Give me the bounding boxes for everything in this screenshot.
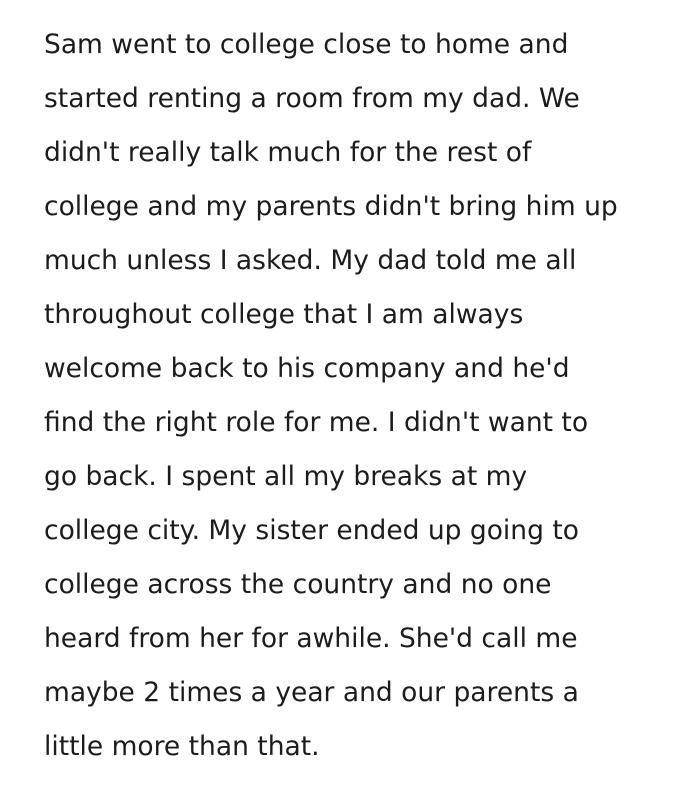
story-line: much unless I asked. My dad told me all	[44, 245, 577, 276]
story-line: go back. I spent all my breaks at my	[44, 461, 528, 492]
story-line: heard from her for awhile. She'd call me	[44, 623, 578, 654]
story-line: college across the country and no one	[44, 569, 552, 600]
story-line: find the right role for me. I didn't want to	[44, 407, 589, 438]
story-line: throughout college that I am always	[44, 299, 524, 330]
story-line: Sam went to college close to home and	[44, 29, 569, 60]
story-line: little more than that.	[44, 731, 320, 762]
story-line: college city. My sister ended up going to	[44, 515, 579, 546]
story-text	[44, 18, 684, 774]
story-line: maybe 2 times a year and our parents a	[44, 677, 579, 708]
story-line: didn't really talk much for the rest of	[44, 137, 532, 168]
story-line: started renting a room from my dad. We	[44, 83, 580, 114]
story-line: welcome back to his company and he'd	[44, 353, 570, 384]
story-line: college and my parents didn't bring him up	[44, 191, 618, 222]
